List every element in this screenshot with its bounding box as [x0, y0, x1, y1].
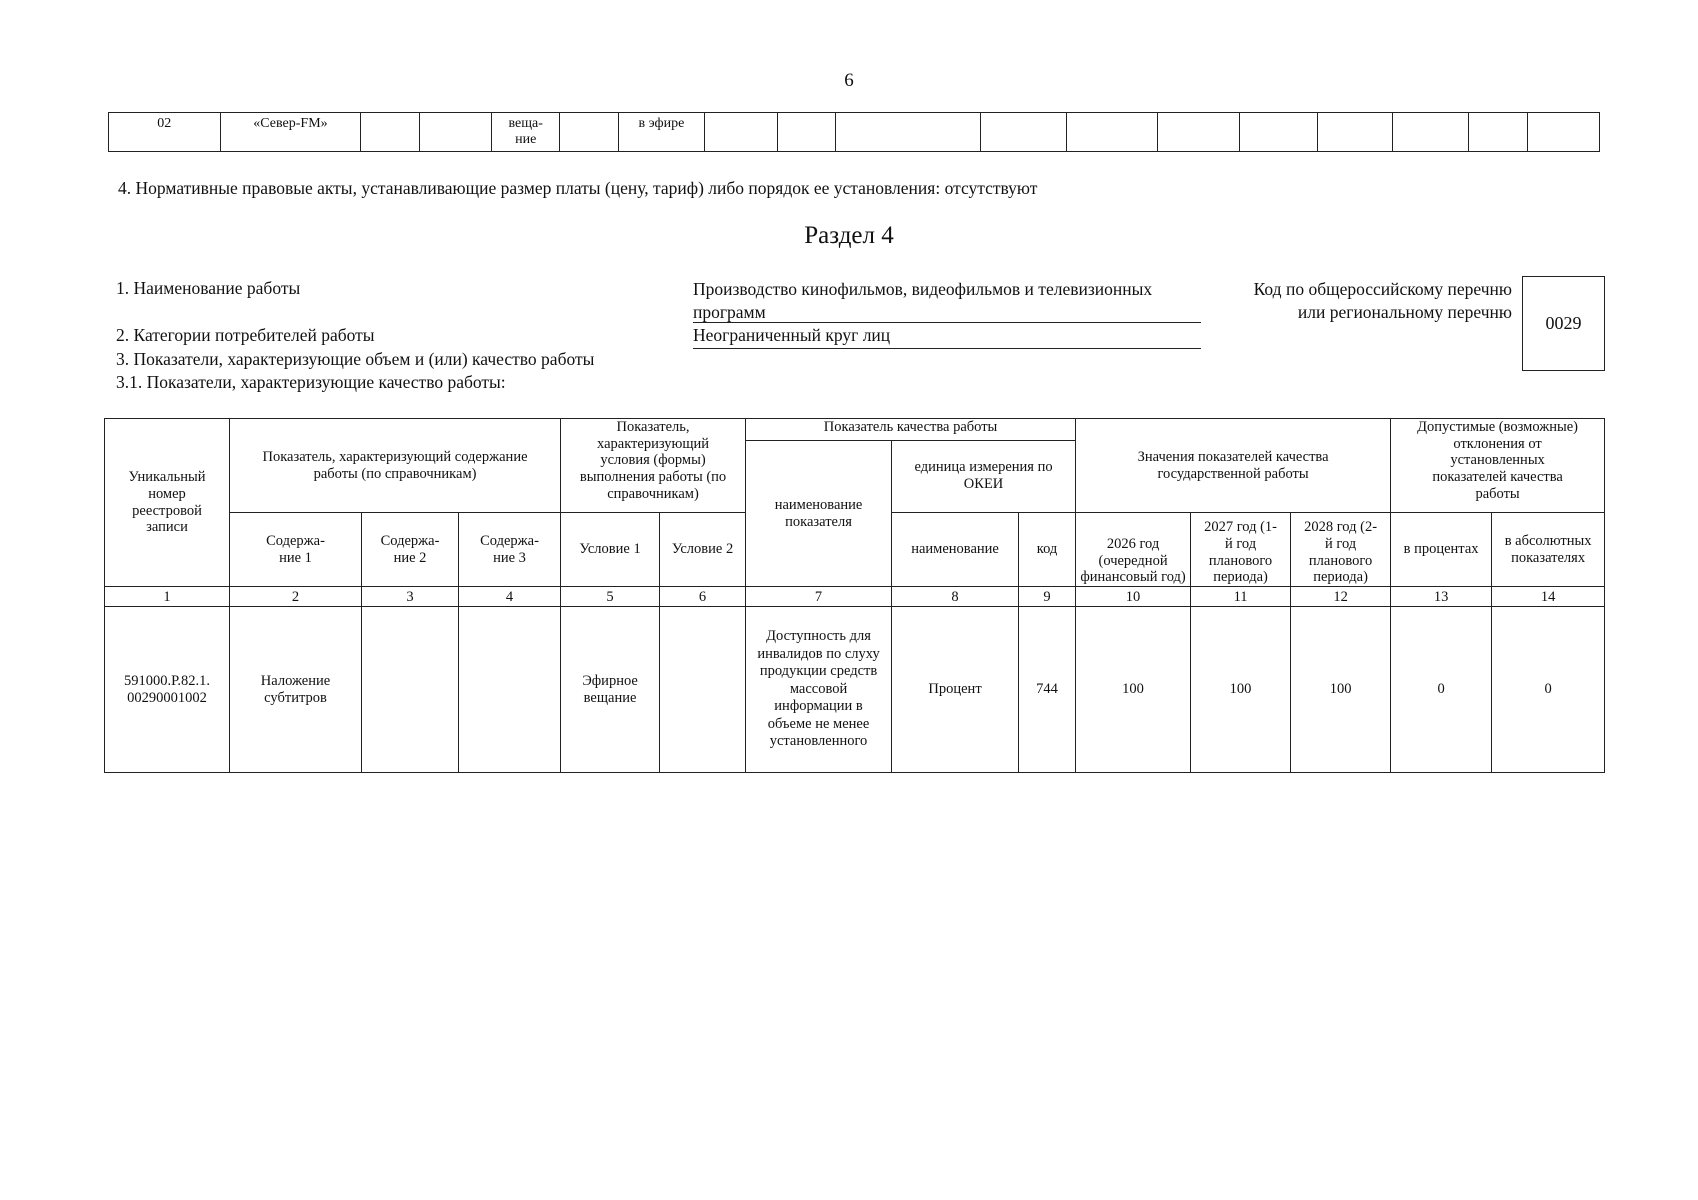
table-cell [1067, 113, 1157, 152]
consumers-label: 2. Категории потребителей работы [116, 325, 375, 345]
header-content-2: Содержа-ние 2 [362, 513, 459, 587]
column-number: 6 [660, 587, 746, 607]
table-cell: «Север-FM» [220, 113, 361, 152]
code-box [1522, 276, 1605, 371]
column-number: 1 [105, 587, 230, 607]
cell-value-2027: 100 [1191, 607, 1291, 773]
column-number: 7 [746, 587, 892, 607]
page-number: 6 [844, 70, 854, 91]
header-quality-values: Значения показателей качества государственной работы [1076, 419, 1391, 513]
table-cell [1469, 113, 1527, 152]
column-number: 8 [892, 587, 1019, 607]
cell-value-2026: 100 [1076, 607, 1191, 773]
table-cell [361, 113, 419, 152]
cell-condition-1: Эфирное вещание [561, 607, 660, 773]
column-number: 2 [230, 587, 362, 607]
table-cell [705, 113, 777, 152]
underline [693, 348, 1201, 349]
column-number: 5 [561, 587, 660, 607]
column-numbers-row [105, 587, 1605, 607]
table-cell: в эфире [618, 113, 704, 152]
table-cell [777, 113, 835, 152]
cell-deviation-percent: 0 [1391, 607, 1492, 773]
header-content-indicator: Показатель, характеризующий содержание работы (по справочникам) [230, 419, 561, 513]
header-condition-1: Условие 1 [561, 513, 660, 587]
cell-unique-number: 591000.Р.82.1. 00290001002 [105, 607, 230, 773]
header-conditions-indicator: Показатель, характеризующий условия (формы) выполнения работы (по справочникам) [561, 419, 746, 513]
consumers-value: Неограниченный круг лиц [693, 325, 891, 345]
header-deviation-absolute: в абсолютных показателях [1492, 513, 1605, 587]
header-condition-2: Условие 2 [660, 513, 746, 587]
table-cell [980, 113, 1066, 152]
table-cell [1318, 113, 1392, 152]
cell-unit-name: Процент [892, 607, 1019, 773]
column-number: 13 [1391, 587, 1492, 607]
code-value: 0029 [1545, 313, 1582, 333]
header-row [105, 419, 1605, 441]
section-title: Раздел 4 [804, 222, 894, 249]
work-name-value: Производство кинофильмов, видеофильмов и телевизионных программ [693, 279, 1153, 322]
cell-condition-2 [660, 607, 746, 773]
header-indicator-name: наименование показателя [746, 441, 892, 587]
cell-unit-code: 744 [1019, 607, 1076, 773]
quality-indicators-label: 3.1. Показатели, характеризующие качество работы: [116, 372, 506, 392]
table-cell: веща- ние [492, 113, 560, 152]
table-row [105, 607, 1605, 773]
normative-acts-note: 4. Нормативные правовые акты, устанавливающие размер платы (цену, тариф) либо порядок ее установления: отсутствуют [118, 178, 1038, 198]
header-year-2027: 2027 год (1-й год планового периода) [1191, 513, 1291, 587]
column-number: 10 [1076, 587, 1191, 607]
table-cell [1157, 113, 1239, 152]
header-unit-name: наименование [892, 513, 1019, 587]
header-unit: единица измерения по ОКЕИ [892, 441, 1076, 513]
column-number: 11 [1191, 587, 1291, 607]
table-cell [835, 113, 980, 152]
column-number: 12 [1291, 587, 1391, 607]
cell-deviation-absolute: 0 [1492, 607, 1605, 773]
header-unit-code: код [1019, 513, 1076, 587]
table-cell [419, 113, 491, 152]
cell-value-2028: 100 [1291, 607, 1391, 773]
cell-content-1: Наложение субтитров [230, 607, 362, 773]
table-cell [1527, 113, 1600, 152]
work-name-label: 1. Наименование работы [116, 278, 301, 298]
column-number: 4 [459, 587, 561, 607]
header-quality-indicator: Показатель качества работы [746, 419, 1076, 441]
cell-indicator-name: Доступность для инвалидов по слуху продукции средств массовой информации в объеме не менее установленного [746, 607, 892, 773]
header-deviation-percent: в процентах [1391, 513, 1492, 587]
header-content-3: Содержа-ние 3 [459, 513, 561, 587]
header-content-1: Содержа-ние 1 [230, 513, 362, 587]
quality-indicators-table [104, 418, 1605, 773]
table-cell [1239, 113, 1317, 152]
underline [693, 322, 1201, 323]
header-year-2028: 2028 год (2-й год планового периода) [1291, 513, 1391, 587]
table-cell: 02 [109, 113, 221, 152]
cell-content-3 [459, 607, 561, 773]
header-year-2026: 2026 год (очередной финансовый год) [1076, 513, 1191, 587]
indicators-label: 3. Показатели, характеризующие объем и (или) качество работы [116, 349, 595, 369]
table-cell [560, 113, 618, 152]
header-unique-number: Уникальный номер реестровой записи [105, 419, 230, 587]
column-number: 14 [1492, 587, 1605, 607]
table-cell [1392, 113, 1468, 152]
table-row [109, 113, 1600, 152]
column-number: 3 [362, 587, 459, 607]
code-label: Код по общероссийскому перечню или региональному перечню [1253, 279, 1512, 322]
previous-section-table [108, 112, 1600, 152]
cell-content-2 [362, 607, 459, 773]
column-number: 9 [1019, 587, 1076, 607]
header-allowed-deviations: Допустимые (возможные) отклонения от установленных показателей качества работы [1391, 419, 1605, 513]
